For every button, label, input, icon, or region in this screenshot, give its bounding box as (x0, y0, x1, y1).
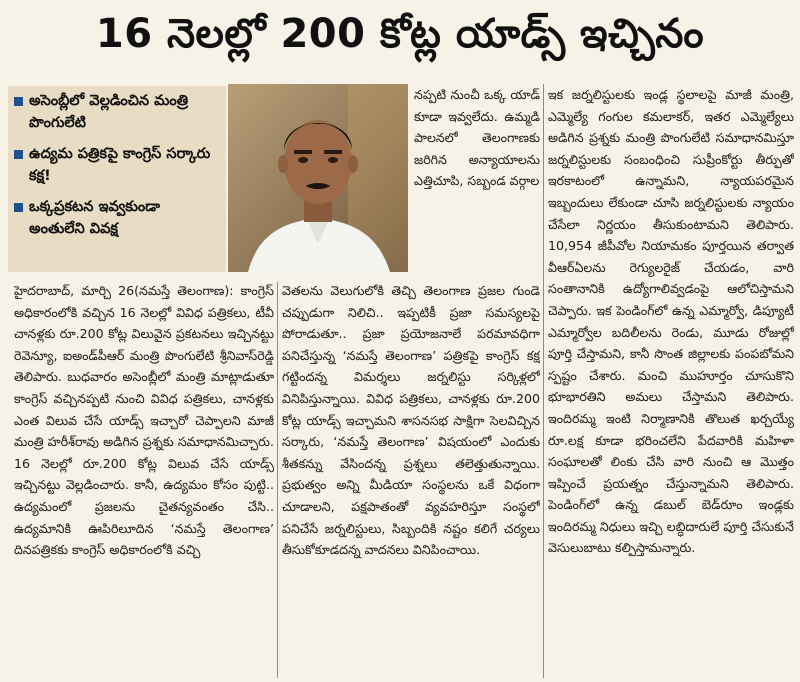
article-column-right: ఇక జర్నలిస్టులకు ఇండ్ల స్థలాలపై మాజీ మంత్రి, ఎమ్మెల్యే గంగుల కమలాకర్, ఇతర ఎమ్మెల్యేలు అడిగిన ప్రశ్నకు మంత్రి పొంగులేటి సమాధానమిస్తూ జర్నలిస్టులకు సంబంధించి సుప్రీంకోర్టు తీర్పుతో ఇరకాటంలో ఉన్నామని, న్యాయపరమైన ఇబ్బందులు లేకుండా చూసి జర్నలిస్టులకు న్యాయం చేసేలా నిర్ణయం తీసుకుంటామని తెలిపారు. 10,954 జీపీవోల నియామకం పూర్తయిన తర్వాత వీఆర్‌ఏలను రెగ్యులరైజ్ చేయడం, వారి సంతానానికి ఉద్యోగాలివ్వడంపై ఆలోచిస్తామని చెప్పారు. ఇక పెండింగ్‌లో ఉన్న ఎమ్మార్వో, డిప్యూటీ ఎమ్మార్వోల బదిలీలను రెండు, మూడు రోజుల్లో పూర్తి చేస్తామని, కానీ సొంత జిల్లాలకు పంపబోమని స్పష్టం చేశారు. మంచి ముహూర్తం చూసుకొని భూభారతిని అమలు చేస్తామని తెలిపారు. ఇందిరమ్మ ఇంటి నిర్మాణానికి తొలుత ఖర్చయ్యే రూ.లక్ష కూడా భరించలేని పేదవారికి మహిళా సంఘాలతో లింకు చేసి వారి నుంచి ఆ మొత్తం ఇప్పించే ప్రయత్నం చేస్తున్నామని తెలిపారు. పెండింగ్‌లో ఉన్న డబుల్ బెడ్‌రూం ఇండ్లకు ఇందిరమ్మ నిధులు ఇచ్చి లబ్ధిదారులే పూర్తి చేసుకునే వెసులుబాటు కల్పిస్తామన్నారు. (548, 87, 794, 556)
highlights-box (8, 86, 226, 272)
article-column-narrow: నప్పటి నుంచీ ఒక్క యాడ్ కూడా ఇవ్వలేదు. ఉమ్మడి పాలనలో తెలంగాణకు జరిగిన అన్యాయాలను ఎత్తిచూపి, సబ్బండ వర్గాల (414, 87, 540, 189)
headline: 16 నెలల్లో 200 కోట్ల యాడ్స్ ఇచ్చినం (95, 11, 705, 57)
highlight-text: అసెంబ్లీలో వెల్లడించిన మంత్రి పొంగులేటి (29, 93, 189, 131)
square-bullet-icon (14, 150, 23, 159)
highlight-item (14, 196, 220, 240)
square-bullet-icon (14, 97, 23, 106)
highlight-item (14, 90, 220, 134)
highlight-text: ఉద్యమ పత్రికపై కాంగ్రెస్ సర్కారు కక్ష! (29, 146, 211, 184)
highlight-text: ఒక్కప్రకటన ఇవ్వకుండా అంతులేని వివక్ష (29, 199, 160, 237)
column-divider (277, 282, 278, 678)
article-column-middle: వెతలను వెలుగులోకి తెచ్చి తెలంగాణ ప్రజల గుండె చప్పుడుగా నిలిచి.. ఇప్పటికీ ప్రజా సమస్యలపై పోరాడుతూ.. ప్రజా ప్రయోజనాలే పరమావధిగా పనిచేస్తున్న ‘నమస్తే తెలంగాణ’ పత్రికపై కాంగ్రెస్ కక్ష గట్టిందన్న విమర్శలు జర్నలిస్టు సర్కిళ్లలో వినిపిస్తున్నాయి. వివిధ పత్రికలు, చానళ్లకు రూ.200 కోట్ల యాడ్స్ ఇచ్చామని శాసనసభ సాక్షిగా సెలవిచ్చిన సర్కారు, ‘నమస్తే తెలంగాణ’ విషయంలో ఎందుకు శీతకన్ను వేసిందన్న ప్రశ్నలు తలెత్తుతున్నాయి. ప్రభుత్వం అన్ని మీడియా సంస్థలను ఒకే విధంగా చూడాలని, పక్షపాతంతో వ్యవహరిస్తూ సంస్థలో పనిచేసే జర్నలిస్టులు, సిబ్బందికి నష్టం కలిగే చర్యలు తీసుకోకూడదన్న వాదనలు వినిపించాయి. (282, 283, 540, 558)
portrait-illustration (228, 84, 408, 272)
minister-photo (228, 84, 408, 272)
article-column-left: హైదరాబాద్, మార్చి 26(నమస్తే తెలంగాణ): కాంగ్రెస్ అధికారంలోకి వచ్చిన 16 నెలల్లో వివిధ పత్రికలు, టీవీ చానళ్లకు రూ.200 కోట్ల విలువైన ప్రకటనలు ఇచ్చినట్టు రెవెన్యూ, ఐఅండ్‌పీఆర్ మంత్రి పొంగులేటి శ్రీనివాస్‌రెడ్డి తెలిపారు. బుధవారం అసెంబ్లీలో మంత్రి మాట్లాడుతూ కాంగ్రెస్ వచ్చినప్పటి నుంచి వివిధ పత్రికలు, చానళ్లకు ఎంత విలువ చేసే యాడ్స్ ఇచ్చారో చెప్పాలని మాజీ మంత్రి హరీశ్‌రావు అడిగిన ప్రశ్నకు సమాధానమిచ్చారు. 16 నెలల్లో రూ.200 కోట్ల విలువ చేసే యాడ్స్ ఇచ్చినట్టు వెల్లడించారు. కానీ, ఉద్యమం కోసం పుట్టి.. ఉద్యమంలో ప్రజలను చైతన్యవంతం చేసి.. ఉద్యమానికి ఊపిరిలూదిన ‘నమస్తే తెలంగాణ’ దినపత్రికకు కాంగ్రెస్ అధికారంలోకి వచ్చి (14, 283, 274, 558)
square-bullet-icon (14, 203, 23, 212)
column-divider (543, 84, 544, 678)
highlight-item (14, 143, 220, 187)
